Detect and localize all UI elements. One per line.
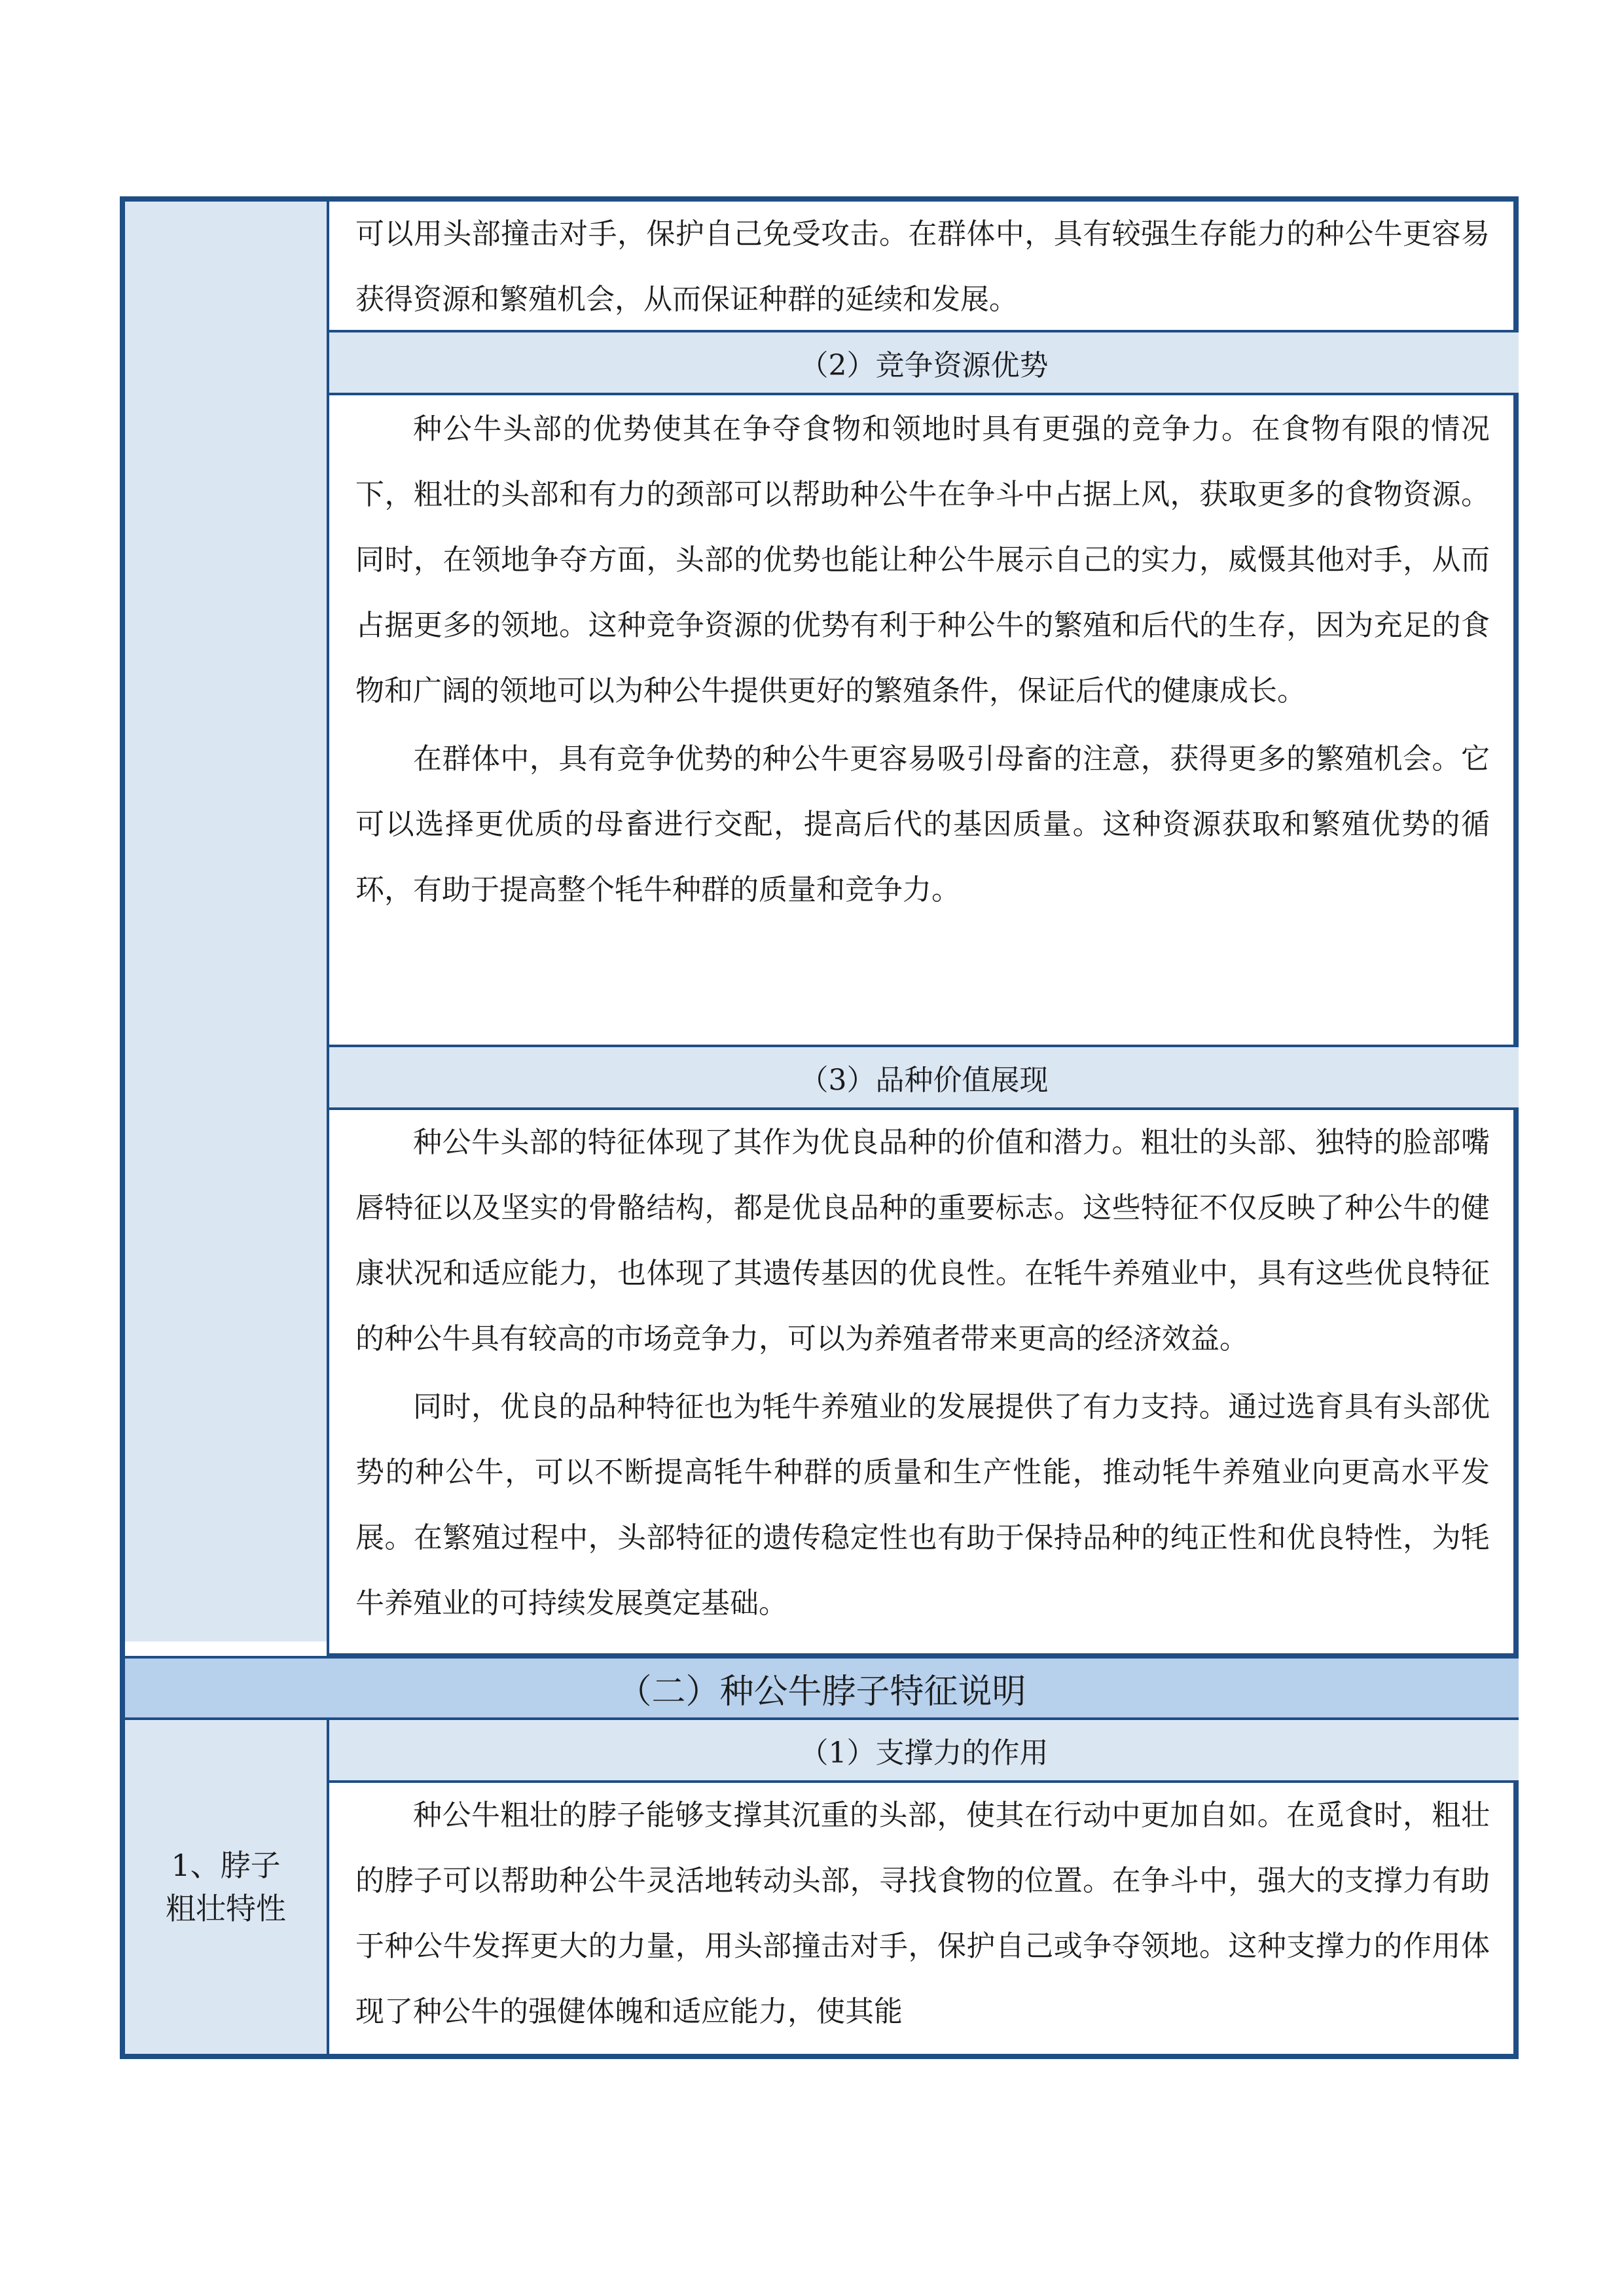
support-paragraph-1: 种公牛粗壮的脖子能够支撑其沉重的头部，使其在行动中更加自如。在觅食时，粗壮的脖子可以帮助种公牛灵活地转动头部，寻找食物的位置。在争斗中，强大的支撑力有助于种公牛发挥更大的力量，用头部撞击对手，保护自己或争夺领地。这种支撑力的作用体现了种公牛的强健体魄和适应能力，使其能 (355, 1799, 1490, 2028)
breed-value-paragraph-2: 同时，优良的品种特征也为牦牛养殖业的发展提供了有力支持。通过选育具有头部优势的种公牛，可以不断提高牦牛种群的质量和生产性能，推动牦牛养殖业向更高水平发展。在繁殖过程中，头部特征的遗传稳定性也有助于保持品种的纯正性和优良特性，为牦牛养殖业的可持续发展奠定基础。 (355, 1390, 1490, 1620)
breed-value-paragraph-1: 种公牛头部的特征体现了其作为优良品种的价值和潜力。粗壮的头部、独特的脸部嘴唇特征以及坚实的骨骼结构，都是优良品种的重要标志。这些特征不仅反映了种公牛的健康状况和适应能力，也体现了其遗传基因的优良性。在牦牛养殖业中，具有这些优良特征的种公牛具有较高的市场竞争力，可以为养殖者带来更高的经济效益。 (355, 1126, 1490, 1355)
continuation-cell (329, 202, 1519, 332)
sub-heading-competition-text: （2）竞争资源优势 (799, 349, 1049, 382)
section-title-neck (125, 1656, 1519, 1720)
sub-heading-support (329, 1720, 1519, 1783)
left-label-cell-empty (125, 202, 327, 1641)
sub-heading-breed-value (329, 1047, 1519, 1110)
document-table (120, 196, 1519, 2059)
competition-body-cell (329, 395, 1519, 1047)
breed-value-body-cell (329, 1110, 1519, 1656)
left-label-cell (125, 1720, 327, 2054)
competition-paragraph-2: 在群体中，具有竞争优势的种公牛更容易吸引母畜的注意，获得更多的繁殖机会。它可以选择更优质的母畜进行交配，提高后代的基因质量。这种资源获取和繁殖优势的循环，有助于提高整个牦牛种群的质量和竞争力。 (355, 742, 1490, 906)
section-title-neck-text: （二）种公牛脖子特征说明 (617, 1672, 1026, 1712)
sub-heading-support-text: （1）支撑力的作用 (799, 1736, 1049, 1770)
left-column (125, 202, 329, 2054)
left-label-text: 1、脖子粗壮特性 (166, 1848, 286, 1926)
competition-paragraph-1: 种公牛头部的优势使其在争夺食物和领地时具有更强的竞争力。在食物有限的情况下，粗壮的头部和有力的颈部可以帮助种公牛在争斗中占据上风，获取更多的食物资源。同时，在领地争夺方面，头部的优势也能让种公牛展示自己的实力，威慑其他对手，从而占据更多的领地。这种竞争资源的优势有利于种公牛的繁殖和后代的生存，因为充足的食物和广阔的领地可以为种公牛提供更好的繁殖条件，保证后代的健康成长。 (355, 412, 1490, 708)
support-body-cell (329, 1783, 1519, 2054)
continuation-paragraph: 可以用头部撞击对手，保护自己免受攻击。在群体中，具有较强生存能力的种公牛更容易获得资源和繁殖机会，从而保证种群的延续和发展。 (355, 217, 1490, 316)
sub-heading-breed-value-text: （3）品种价值展现 (799, 1064, 1049, 1097)
sub-heading-competition (329, 332, 1519, 395)
